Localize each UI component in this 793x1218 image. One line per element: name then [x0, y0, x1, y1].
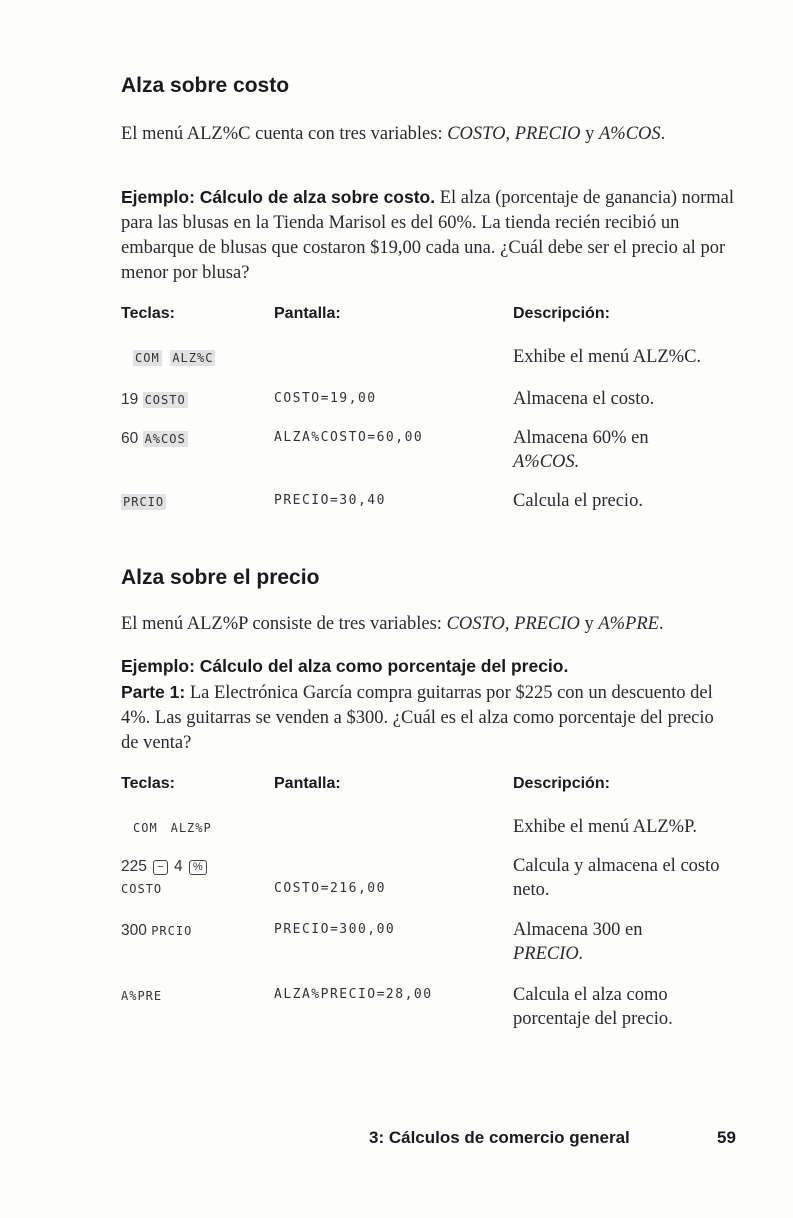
- softkey-a-pre: A%PRE: [121, 989, 163, 1003]
- chapter-footer: 3: Cálculos de comercio general: [369, 1128, 630, 1147]
- softkey-costo: COSTO: [121, 882, 163, 896]
- header-keys-1: Teclas:: [121, 305, 175, 322]
- table-row-keys: 300 PRCIO: [121, 922, 193, 939]
- softkey-prcio: PRCIO: [123, 495, 165, 509]
- table-row-keys: [121, 985, 162, 1007]
- table-row-keys: 60 A%COS: [121, 430, 186, 447]
- example-paragraph-1: Ejemplo: Cálculo de alza sobre costo. El alza (porcentaje de ganancia) normal para las blusas en la Tienda Marisol es del 60%. La tienda recién recibió un embarque de blusas que costaron $19,00 cada una. ¿Cuál debe ser el precio al por menor por blusa?: [121, 187, 735, 283]
- page-number: 59: [717, 1128, 736, 1147]
- table-row-desc: Almacena 60% en A%COS.: [513, 428, 649, 472]
- table-row-desc: Exhibe el menú ALZ%P.: [513, 817, 697, 837]
- table-row-keys: 19 COSTO: [121, 391, 186, 408]
- example-label: Ejemplo: Cálculo del alza como porcentaje del precio.: [121, 656, 569, 676]
- lcd-display: PRECIO=30,40: [274, 493, 386, 508]
- table-row-keys: [133, 817, 212, 839]
- softkey-com: COM: [135, 351, 160, 365]
- header-description-2: Descripción:: [513, 775, 610, 792]
- softkey-alz-p: ALZ%P: [170, 821, 212, 835]
- header-display-2: Pantalla:: [274, 775, 341, 792]
- lcd-display: ALZA%COSTO=60,00: [274, 430, 424, 445]
- table-row-desc: Calcula el alza como porcentaje del precio.: [513, 985, 673, 1029]
- lcd-display: COSTO=216,00: [274, 881, 386, 896]
- minus-key-icon: −: [153, 860, 167, 875]
- softkey-costo: COSTO: [144, 393, 186, 407]
- table-row-desc: Exhibe el menú ALZ%C.: [513, 347, 702, 367]
- section-title-alza-precio: Alza sobre el precio: [121, 566, 320, 589]
- lcd-display: COSTO=19,00: [274, 391, 377, 406]
- lcd-display: PRECIO=300,00: [274, 922, 396, 937]
- lcd-display: ALZA%PRECIO=28,00: [274, 987, 433, 1002]
- table-row-desc: Almacena el costo.: [513, 389, 655, 409]
- softkey-com: COM: [133, 821, 158, 835]
- table-row-desc: Calcula el precio.: [513, 491, 643, 511]
- section-title-alza-costo: Alza sobre costo: [121, 74, 290, 97]
- part-label: Parte 1:: [121, 682, 186, 702]
- table-row-desc: Calcula y almacena el costo neto.: [513, 856, 720, 900]
- header-display-1: Pantalla:: [274, 305, 341, 322]
- table-row-keys: [133, 347, 215, 369]
- softkey-prcio: PRCIO: [151, 924, 193, 938]
- intro-paragraph-1: El menú ALZ%C cuenta con tres variables: COSTO, PRECIO y A%COS.: [121, 124, 666, 144]
- percent-key-icon: %: [189, 860, 207, 875]
- header-keys-2: Teclas:: [121, 775, 175, 792]
- intro-paragraph-2: El menú ALZ%P consiste de tres variables: COSTO, PRECIO y A%PRE.: [121, 614, 664, 634]
- softkey-alz-c: ALZ%C: [172, 351, 214, 365]
- table-row-desc: Almacena 300 en PRECIO.: [513, 920, 643, 964]
- header-description-1: Descripción:: [513, 305, 610, 322]
- example-label: Ejemplo: Cálculo de alza sobre costo.: [121, 187, 436, 207]
- table-row-keys: 225 − 4 % COSTO: [121, 856, 209, 900]
- softkey-a-cos: A%COS: [144, 432, 186, 446]
- example-paragraph-2: Ejemplo: Cálculo del alza como porcentaje del precio. Parte 1: La Electrónica García compra guitarras por $225 con un descuento del 4%. Las guitarras se venden a $300. ¿Cuál es el alza como porcentaje del precio de venta?: [121, 656, 714, 753]
- table-row-keys: [121, 491, 166, 513]
